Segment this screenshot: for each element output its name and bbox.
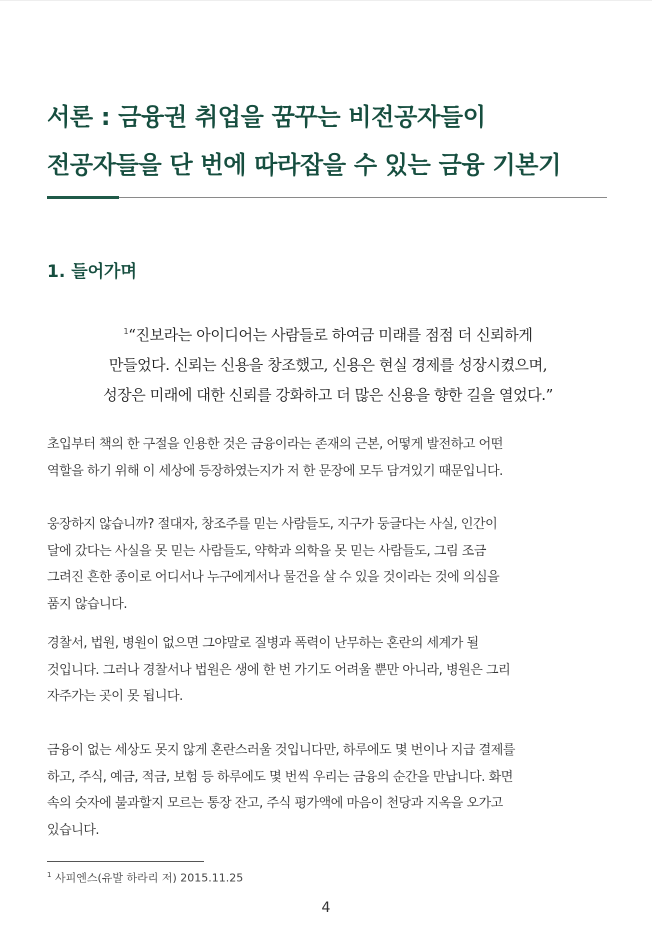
- paragraph-line: 그려진 흔한 종이로 어디서나 누구에게서나 물건을 살 수 있을 것이라는 것에 의심을: [47, 570, 500, 585]
- paragraph-line: 경찰서, 법원, 병원이 없으면 그야말로 질병과 폭력이 난무하는 혼란의 세계가 될: [47, 636, 479, 651]
- page-number: 4: [321, 900, 331, 916]
- title-line-1: 서론 : 금융권 취업을 꿈꾸는 비전공자들이: [47, 103, 486, 131]
- paragraph-line: 달에 갔다는 사실을 못 믿는 사람들도, 약학과 의학을 못 믿는 사람들도, 그림 조금: [47, 543, 487, 559]
- paragraph-line: 것입니다. 그러나 경찰서나 법원은 생에 한 번 가기도 어려울 뿐만 아니라, 병원은 그리: [47, 662, 511, 678]
- body-paragraph-4: [47, 738, 615, 844]
- title-divider-rule: [119, 197, 607, 198]
- paragraph-line: 역할을 하기 위해 이 세상에 등장하였는지가 저 한 문장에 모두 담겨있기 때문입니다.: [47, 463, 503, 479]
- quote-line-2: 만들었다. 신뢰는 신용을 창조했고, 신용은 현실 경제를 성장시켰으며,: [108, 356, 548, 374]
- paragraph-line: 속의 숫자에 불과할지 모르는 통장 잔고, 주식 평가액에 마음이 천당과 지옥을 오가고: [47, 796, 503, 811]
- paragraph-line: 금융이 없는 세상도 못지 않게 혼란스러울 것입니다만, 하루에도 몇 번이나 지급 결제를: [47, 743, 515, 758]
- footnote-marker: 1: [47, 871, 52, 879]
- section-heading: 1. 들어가며: [47, 262, 137, 282]
- paragraph-line: 하고, 주식, 예금, 적금, 보험 등 하루에도 몇 번씩 우리는 금융의 순간을 만납니다. 화면: [47, 769, 513, 785]
- quote-line-1: [47, 317, 609, 350]
- paragraph-line: 초입부터 책의 한 구절을 인용한 것은 금융이라는 존재의 근본, 어떻게 발전하고 어떤: [47, 437, 503, 452]
- title-accent-rule: [47, 196, 119, 199]
- footnote-separator: [47, 861, 204, 862]
- quote-line-3: 성장은 미래에 대한 신뢰를 강화하고 더 많은 신용을 향한 길을 열었다.”: [103, 386, 553, 404]
- page-title: [47, 93, 617, 189]
- paragraph-line: 품지 않습니다.: [47, 596, 128, 612]
- footnote-reference[interactable]: 1: [123, 327, 129, 336]
- quote-line-1-text: “진보라는 아이디어는 사람들로 하여금 미래를 점점 더 신뢰하게: [128, 326, 533, 344]
- title-line-2: 전공자들을 단 번에 따라잡을 수 있는 금융 기본기: [47, 151, 562, 179]
- footnote: [47, 867, 243, 887]
- footnote-text: 사피엔스(유발 하라리 저) 2015.11.25: [54, 871, 244, 885]
- paragraph-line: 있습니다.: [47, 822, 100, 838]
- paragraph-line: 자주가는 곳이 못 됩니다.: [47, 689, 183, 704]
- paragraph-line: 웅장하지 않습니까? 절대자, 창조주를 믿는 사람들도, 지구가 둥글다는 사실, 인간이: [47, 517, 498, 532]
- epigraph-quote: [47, 317, 609, 410]
- body-paragraph-1: [47, 432, 615, 485]
- body-paragraph-3: [47, 631, 615, 711]
- body-paragraph-2: [47, 512, 615, 618]
